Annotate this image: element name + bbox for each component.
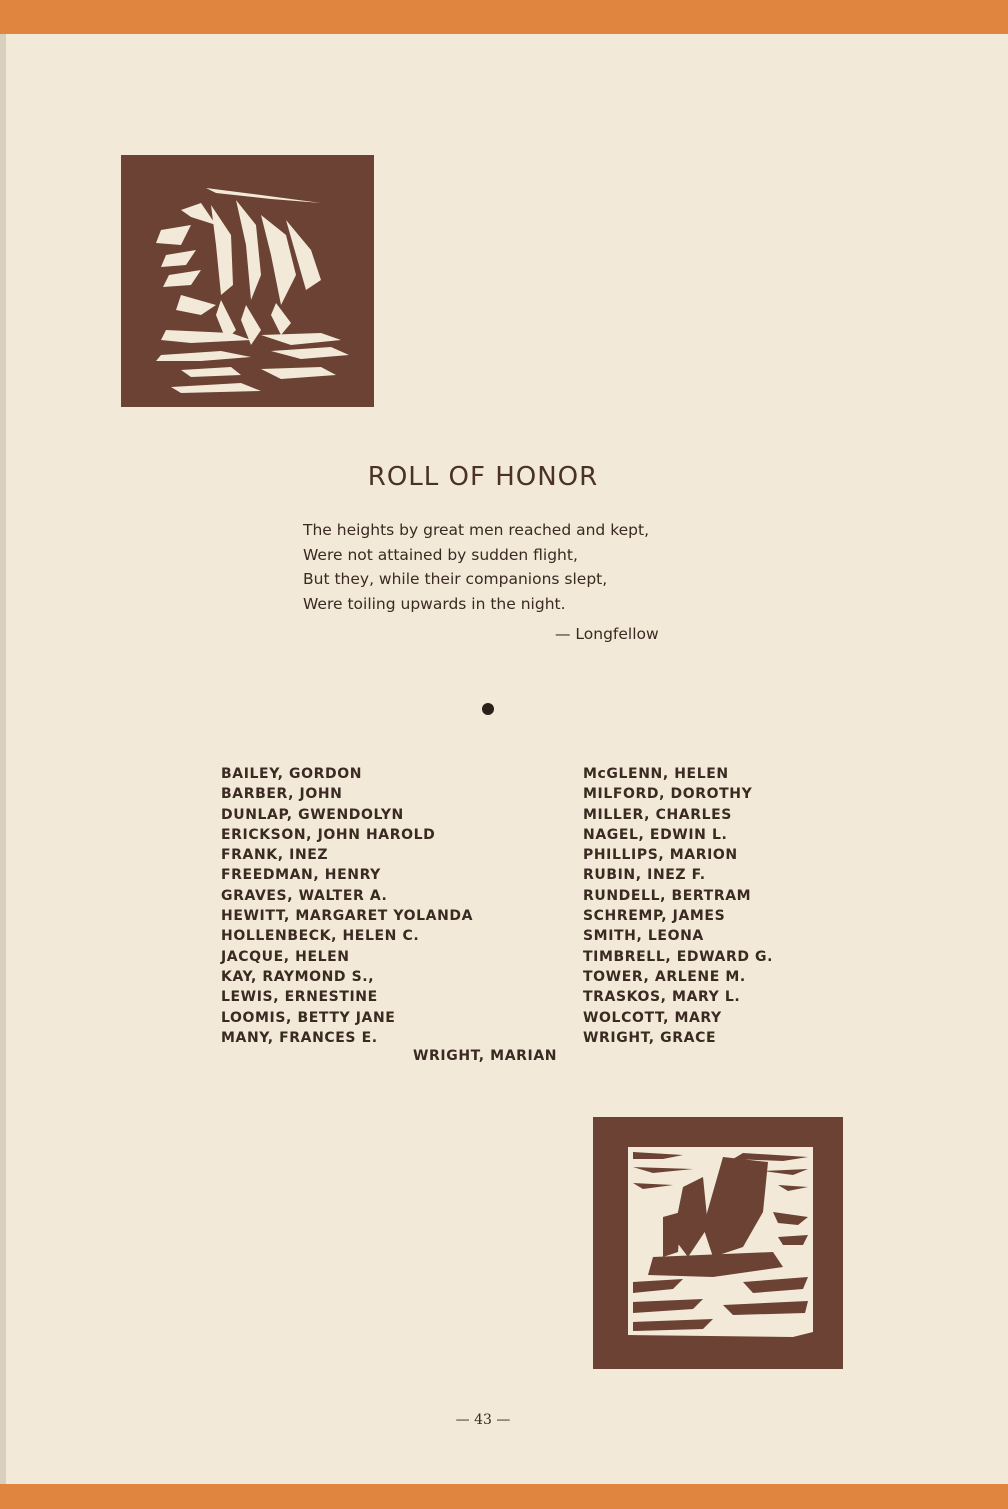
poem-line: But they, while their companions slept,	[303, 570, 608, 588]
name-entry-centered: WRIGHT, MARIAN	[413, 1048, 558, 1064]
name-entry: FRANK, INEZ	[221, 847, 329, 864]
name-entry: JACQUE, HELEN	[221, 948, 350, 965]
name-entry: BARBER, JOHN	[221, 786, 343, 803]
names-column-right	[583, 764, 773, 1048]
poem-line: Were toiling upwards in the night.	[303, 594, 566, 613]
poem	[303, 518, 703, 616]
page-title: ROLL OF HONOR	[367, 462, 599, 492]
poem-line: Were not attained by sudden flight,	[303, 545, 578, 564]
poem-attribution: — Longfellow	[555, 625, 659, 643]
sailboat-woodcut-icon	[121, 155, 374, 407]
name-entry: KAY, RAYMOND S.,	[221, 968, 375, 985]
name-entry: FREEDMAN, HENRY	[221, 867, 381, 884]
top-border-band	[0, 0, 1008, 34]
bottom-border-band	[0, 1484, 1008, 1509]
name-entry: TIMBRELL, EDWARD G.	[583, 948, 774, 965]
bullet-divider	[482, 703, 494, 715]
name-entry: NAGEL, EDWIN L.	[583, 826, 728, 843]
name-entry: GRAVES, WALTER A.	[221, 887, 388, 904]
name-entry: PHILLIPS, MARION	[583, 847, 738, 864]
name-entry: LEWIS, ERNESTINE	[221, 989, 378, 1006]
page-edge	[0, 34, 6, 1484]
name-entry: RUNDELL, BERTRAM	[583, 887, 752, 904]
woodcut-sailboat-illustration-top	[121, 155, 374, 407]
name-entry: LOOMIS, BETTY JANE	[221, 1009, 396, 1026]
name-entry: DUNLAP, GWENDOLYN	[221, 806, 404, 823]
poem-line: The heights by great men reached and kept,	[303, 521, 650, 539]
name-entry: HEWITT, MARGARET YOLANDA	[221, 908, 474, 925]
name-entry: RUBIN, INEZ F.	[583, 867, 706, 884]
page-number: — 43 —	[455, 1412, 511, 1428]
name-entry: BAILEY, GORDON	[221, 766, 363, 782]
ship-woodcut-icon	[593, 1117, 843, 1369]
name-entry: SMITH, LEONA	[583, 928, 704, 945]
name-entry: HOLLENBECK, HELEN C.	[221, 928, 420, 945]
name-entry: MILFORD, DOROTHY	[583, 786, 753, 803]
name-entry: MILLER, CHARLES	[583, 806, 732, 823]
name-entry: ERICKSON, JOHN HAROLD	[221, 826, 436, 843]
name-entry: MANY, FRANCES E.	[221, 1029, 378, 1046]
name-entry: TOWER, ARLENE M.	[583, 968, 746, 985]
woodcut-ship-illustration-bottom	[593, 1117, 843, 1369]
name-entry: TRASKOS, MARY L.	[583, 989, 741, 1006]
name-entry: WRIGHT, GRACE	[583, 1029, 717, 1046]
name-entry: SCHREMP, JAMES	[583, 908, 726, 925]
name-entry: McGLENN, HELEN	[583, 766, 729, 782]
names-column-left	[221, 764, 473, 1048]
name-entry: WOLCOTT, MARY	[583, 1009, 722, 1026]
